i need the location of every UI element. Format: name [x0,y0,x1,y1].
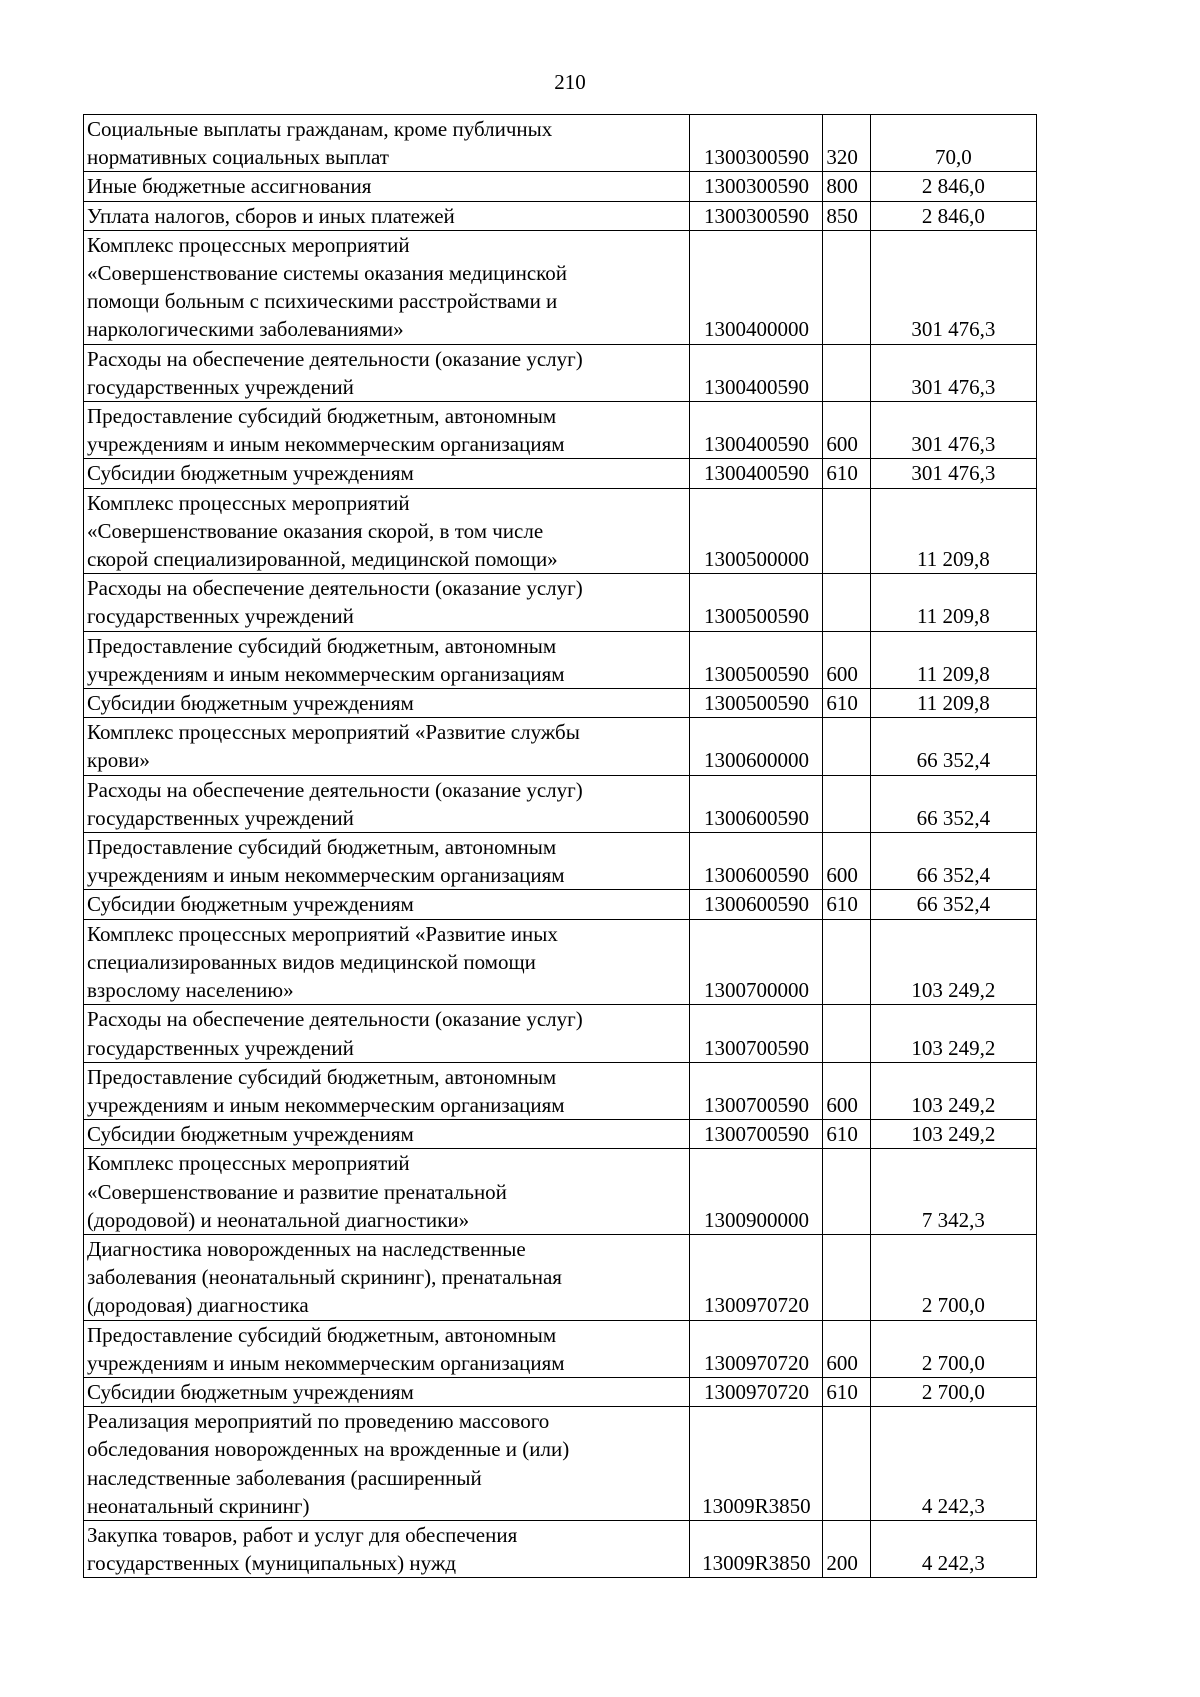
row-code-cell: 1300600590 [690,890,823,919]
row-name-cell [84,833,690,890]
row-amount-cell: 301 476,3 [870,459,1036,488]
row-amount-cell: 66 352,4 [870,775,1036,832]
row-name-cell [84,1234,690,1320]
table-row [84,689,1037,718]
row-code-cell: 1300300590 [690,172,823,201]
table-row [84,172,1037,201]
table-row [84,344,1037,401]
table-row [84,402,1037,459]
row-name-line: Субсидии бюджетным учреждениям [87,461,414,486]
row-code-cell: 1300300590 [690,115,823,172]
row-name-cell [84,1149,690,1235]
row-name-cell [84,115,690,172]
row-name-cell [84,919,690,1005]
row-name-line: Уплата налогов, сборов и иных платежей [87,203,455,228]
row-name-line: Расходы на обеспечение деятельности (оказание услуг) [87,576,583,601]
row-name-line: учреждениям и иным некоммерческим организациям [87,432,565,457]
row-type-cell [823,230,870,344]
table-row [84,230,1037,344]
row-code-cell: 1300970720 [690,1377,823,1406]
row-name-line: Комплекс процессных мероприятий [87,1151,410,1176]
row-type-cell: 610 [823,1377,870,1406]
row-type-cell [823,488,870,574]
row-amount-cell: 301 476,3 [870,344,1036,401]
row-name-line: «Совершенствование оказания скорой, в том числе [87,518,544,543]
row-name-cell [84,201,690,230]
row-amount-cell: 103 249,2 [870,1005,1036,1062]
budget-table-body [84,115,1037,1578]
row-name-line: Комплекс процессных мероприятий [87,232,410,257]
row-name-line: «Совершенствование и развитие пренатальной [87,1179,507,1204]
row-name-line: крови» [87,748,150,773]
table-row [84,775,1037,832]
row-type-cell [823,1005,870,1062]
row-code-cell: 1300400590 [690,344,823,401]
row-code-cell: 1300600590 [690,833,823,890]
row-amount-cell: 11 209,8 [870,574,1036,631]
row-amount-cell: 11 209,8 [870,631,1036,688]
row-name-cell [84,488,690,574]
table-row [84,1120,1037,1149]
row-name-line: государственных (муниципальных) нужд [87,1551,457,1576]
row-name-line: учреждениям и иным некоммерческим организациям [87,661,565,686]
row-code-cell: 13009R3850 [690,1407,823,1521]
row-name-line: Предоставление субсидий бюджетным, автономным [87,1322,557,1347]
row-name-cell [84,1062,690,1119]
row-amount-cell: 2 846,0 [870,172,1036,201]
row-name-line: заболевания (неонатальный скрининг), пренатальная [87,1265,562,1290]
row-code-cell: 1300500000 [690,488,823,574]
row-name-line: учреждениям и иным некоммерческим организациям [87,863,565,888]
row-name-line: Предоставление субсидий бюджетным, автономным [87,633,557,658]
row-code-cell: 1300500590 [690,631,823,688]
row-name-line: Предоставление субсидий бюджетным, автономным [87,404,557,429]
row-amount-cell: 66 352,4 [870,833,1036,890]
row-name-cell [84,1407,690,1521]
row-name-line: взрослому населению» [87,978,294,1003]
row-name-line: (дородовая) диагностика [87,1293,309,1318]
table-row [84,1407,1037,1521]
row-name-cell [84,402,690,459]
table-row [84,833,1037,890]
row-name-line: государственных учреждений [87,374,354,399]
row-amount-cell: 103 249,2 [870,919,1036,1005]
row-name-cell [84,890,690,919]
row-code-cell: 1300400590 [690,459,823,488]
row-name-cell [84,1377,690,1406]
row-name-line: скорой специализированной, медицинской помощи» [87,547,558,572]
row-name-line: (дородовой) и неонатальной диагностики» [87,1207,470,1232]
row-amount-cell: 301 476,3 [870,402,1036,459]
row-type-cell [823,775,870,832]
row-name-line: Предоставление субсидий бюджетным, автономным [87,835,557,860]
row-name-line: Субсидии бюджетным учреждениям [87,691,414,716]
row-type-cell: 600 [823,833,870,890]
row-amount-cell: 66 352,4 [870,890,1036,919]
table-row [84,1062,1037,1119]
row-code-cell: 13009R3850 [690,1520,823,1577]
row-name-line: Диагностика новорожденных на наследственные [87,1236,526,1261]
row-name-line: Предоставление субсидий бюджетным, автономным [87,1064,557,1089]
table-row [84,718,1037,775]
row-type-cell: 800 [823,172,870,201]
row-code-cell: 1300700590 [690,1062,823,1119]
row-name-line: Комплекс процессных мероприятий «Развитие иных [87,921,558,946]
row-code-cell: 1300600590 [690,775,823,832]
table-row [84,890,1037,919]
table-row [84,1320,1037,1377]
row-amount-cell: 7 342,3 [870,1149,1036,1235]
row-amount-cell: 2 700,0 [870,1320,1036,1377]
row-name-line: Субсидии бюджетным учреждениям [87,1379,414,1404]
row-amount-cell: 2 700,0 [870,1377,1036,1406]
row-code-cell: 1300600000 [690,718,823,775]
row-name-line: Закупка товаров, работ и услуг для обеспечения [87,1522,518,1547]
row-type-cell [823,919,870,1005]
row-type-cell [823,574,870,631]
row-amount-cell: 11 209,8 [870,689,1036,718]
row-type-cell: 320 [823,115,870,172]
row-type-cell [823,1407,870,1521]
row-type-cell: 600 [823,1320,870,1377]
row-name-line: Расходы на обеспечение деятельности (оказание услуг) [87,346,583,371]
table-row [84,1005,1037,1062]
table-row [84,201,1037,230]
row-name-cell [84,1005,690,1062]
table-row [84,1520,1037,1577]
row-name-cell [84,1120,690,1149]
row-type-cell: 610 [823,459,870,488]
row-name-line: Иные бюджетные ассигнования [87,174,372,199]
row-code-cell: 1300900000 [690,1149,823,1235]
row-name-cell [84,689,690,718]
row-code-cell: 1300300590 [690,201,823,230]
row-type-cell: 610 [823,1120,870,1149]
row-amount-cell: 4 242,3 [870,1520,1036,1577]
row-name-cell [84,172,690,201]
row-name-line: Комплекс процессных мероприятий [87,490,410,515]
row-type-cell [823,1149,870,1235]
row-name-line: Субсидии бюджетным учреждениям [87,1122,414,1147]
row-name-cell [84,459,690,488]
row-type-cell: 850 [823,201,870,230]
row-name-cell [84,631,690,688]
table-row [84,459,1037,488]
row-type-cell: 610 [823,890,870,919]
table-row [84,115,1037,172]
row-amount-cell: 2 700,0 [870,1234,1036,1320]
row-name-line: учреждениям и иным некоммерческим организациям [87,1092,565,1117]
row-amount-cell: 11 209,8 [870,488,1036,574]
row-amount-cell: 4 242,3 [870,1407,1036,1521]
row-name-line: обследования новорожденных на врожденные и (или) [87,1437,570,1462]
row-name-line: государственных учреждений [87,1035,354,1060]
row-amount-cell: 103 249,2 [870,1120,1036,1149]
row-name-line: нормативных социальных выплат [87,145,389,170]
row-code-cell: 1300500590 [690,574,823,631]
row-code-cell: 1300500590 [690,689,823,718]
table-row [84,1149,1037,1235]
row-type-cell [823,718,870,775]
row-name-line: Расходы на обеспечение деятельности (оказание услуг) [87,777,583,802]
row-type-cell [823,344,870,401]
row-type-cell: 610 [823,689,870,718]
row-name-line: наследственные заболевания (расширенный [87,1465,482,1490]
row-name-line: «Совершенствование системы оказания медицинской [87,261,568,286]
row-amount-cell: 70,0 [870,115,1036,172]
table-row [84,1377,1037,1406]
row-amount-cell: 2 846,0 [870,201,1036,230]
row-code-cell: 1300400590 [690,402,823,459]
row-type-cell: 600 [823,402,870,459]
table-row [84,631,1037,688]
row-code-cell: 1300700590 [690,1120,823,1149]
row-type-cell: 600 [823,631,870,688]
row-name-cell [84,1520,690,1577]
row-name-cell [84,775,690,832]
row-name-line: учреждениям и иным некоммерческим организациям [87,1350,565,1375]
row-code-cell: 1300970720 [690,1234,823,1320]
row-name-line: Реализация мероприятий по проведению массового [87,1409,550,1434]
row-amount-cell: 66 352,4 [870,718,1036,775]
row-name-line: наркологическими заболеваниями» [87,317,404,342]
row-name-line: государственных учреждений [87,604,354,629]
row-code-cell: 1300400000 [690,230,823,344]
row-name-cell [84,574,690,631]
row-type-cell [823,1234,870,1320]
row-name-cell [84,230,690,344]
row-amount-cell: 103 249,2 [870,1062,1036,1119]
row-name-line: помощи больным с психическими расстройствами и [87,289,558,314]
budget-table [83,114,1037,1578]
row-name-cell [84,718,690,775]
table-row [84,919,1037,1005]
table-row [84,488,1037,574]
row-code-cell: 1300700590 [690,1005,823,1062]
row-name-line: Социальные выплаты гражданам, кроме публичных [87,117,553,141]
row-name-line: Субсидии бюджетным учреждениям [87,892,414,917]
row-code-cell: 1300700000 [690,919,823,1005]
page-number: 210 [554,70,586,94]
row-type-cell: 600 [823,1062,870,1119]
row-name-line: специализированных видов медицинской помощи [87,949,536,974]
table-row [84,574,1037,631]
table-row [84,1234,1037,1320]
row-name-line: неонатальный скрининг) [87,1493,310,1518]
row-name-line: государственных учреждений [87,805,354,830]
row-name-line: Комплекс процессных мероприятий «Развитие службы [87,720,580,745]
row-name-cell [84,1320,690,1377]
row-amount-cell: 301 476,3 [870,230,1036,344]
row-name-line: Расходы на обеспечение деятельности (оказание услуг) [87,1007,583,1032]
row-code-cell: 1300970720 [690,1320,823,1377]
row-name-cell [84,344,690,401]
row-type-cell: 200 [823,1520,870,1577]
